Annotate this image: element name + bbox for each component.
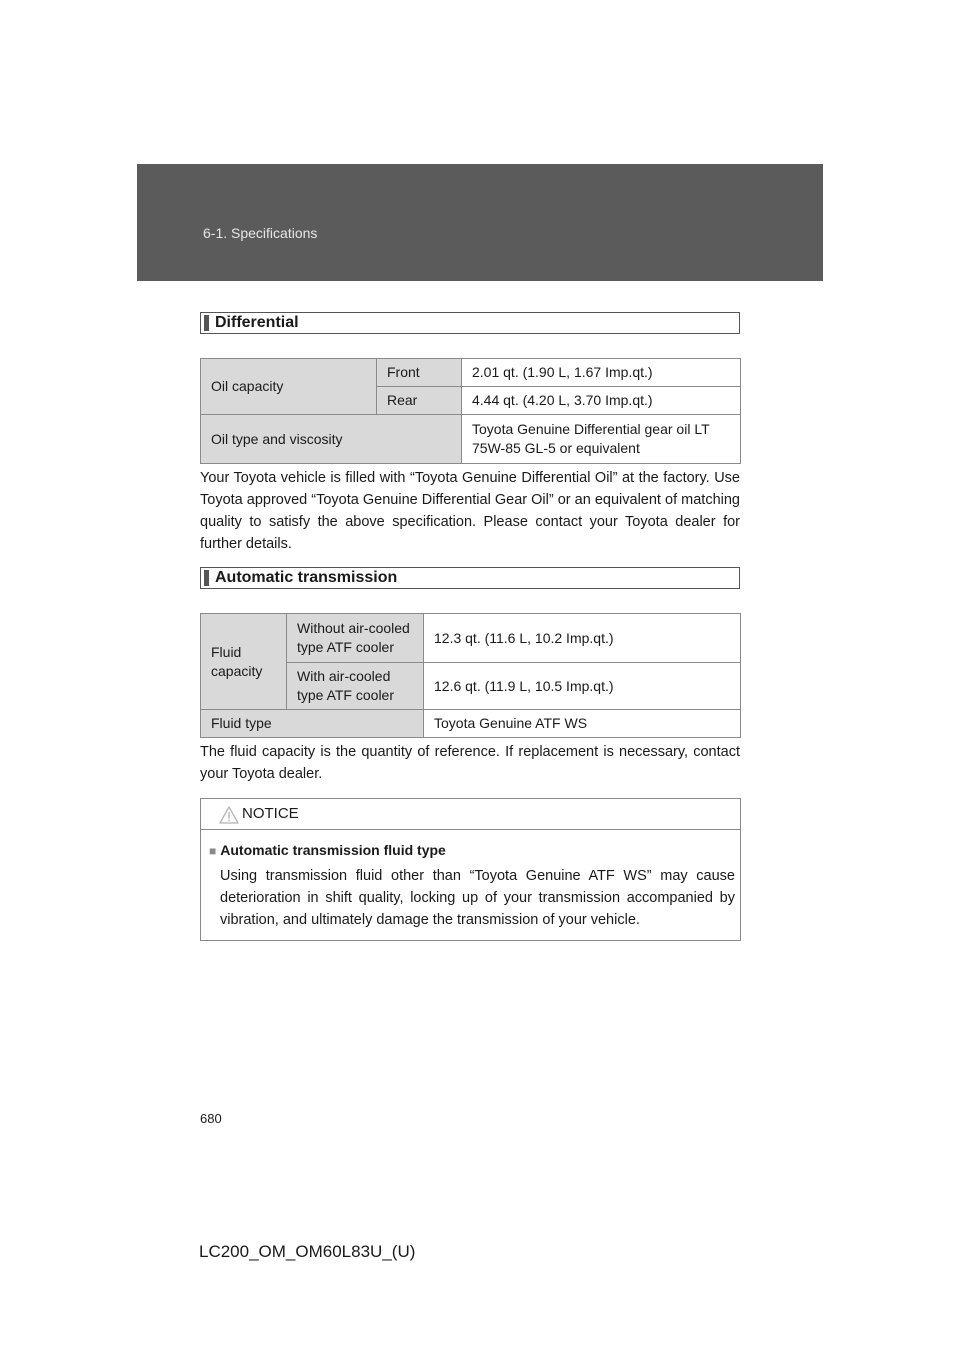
transmission-table (200, 613, 741, 738)
oil-type-label: Oil type and viscosity (201, 415, 462, 464)
notice-title: NOTICE (242, 805, 299, 822)
front-label: Front (377, 359, 462, 387)
without-cooler-label: Without air-cooled type ATF cooler (287, 614, 424, 663)
document-code: LC200_OM_OM60L83U_(U) (199, 1242, 416, 1261)
with-cooler-value: 12.6 qt. (11.9 L, 10.5 Imp.qt.) (424, 663, 741, 710)
notice-item-title (209, 842, 446, 858)
section-label: 6-1. Specifications (203, 225, 318, 241)
transmission-note: The fluid capacity is the quantity of reference. If replacement is necessary, contact your Toyota dealer. (200, 744, 740, 782)
notice-box (200, 798, 741, 941)
differential-heading: Differential (200, 312, 740, 334)
oil-capacity-label: Oil capacity (201, 359, 377, 415)
square-bullet-icon: ■ (209, 844, 217, 858)
without-cooler-value: 12.3 qt. (11.6 L, 10.2 Imp.qt.) (424, 614, 741, 663)
header-band (137, 164, 823, 281)
notice-body: Using transmission fluid other than “Toyota Genuine ATF WS” may cause deterioration in shift quality, locking up of your transmission accompanied by vibration, and ultimately damage the transmission of your vehicle. (220, 868, 735, 928)
front-value: 2.01 qt. (1.90 L, 1.67 Imp.qt.) (462, 359, 741, 387)
transmission-heading: Automatic transmission (200, 567, 740, 589)
notice-item-title-text: Automatic transmission fluid type (220, 842, 446, 858)
fluid-type-label: Fluid type (201, 710, 424, 738)
with-cooler-label: With air-cooled type ATF cooler (287, 663, 424, 710)
fluid-type-value: Toyota Genuine ATF WS (424, 710, 741, 738)
oil-type-value: Toyota Genuine Differential gear oil LT 75W-85 GL-5 or equivalent (462, 415, 741, 464)
rear-label: Rear (377, 387, 462, 415)
notice-header (201, 799, 740, 830)
differential-table (200, 358, 741, 464)
warning-icon (219, 806, 239, 824)
fluid-capacity-label: Fluid capacity (201, 614, 287, 710)
page-number: 680 (200, 1111, 222, 1126)
differential-note: Your Toyota vehicle is filled with “Toyota Genuine Differential Oil” at the factory. Use Toyota approved “Toyota Genuine Differential Gear Oil” or an equivalent of matching quality to satisfy the above specification. Please contact your Toyota dealer for further details. (200, 470, 740, 552)
rear-value: 4.44 qt. (4.20 L, 3.70 Imp.qt.) (462, 387, 741, 415)
